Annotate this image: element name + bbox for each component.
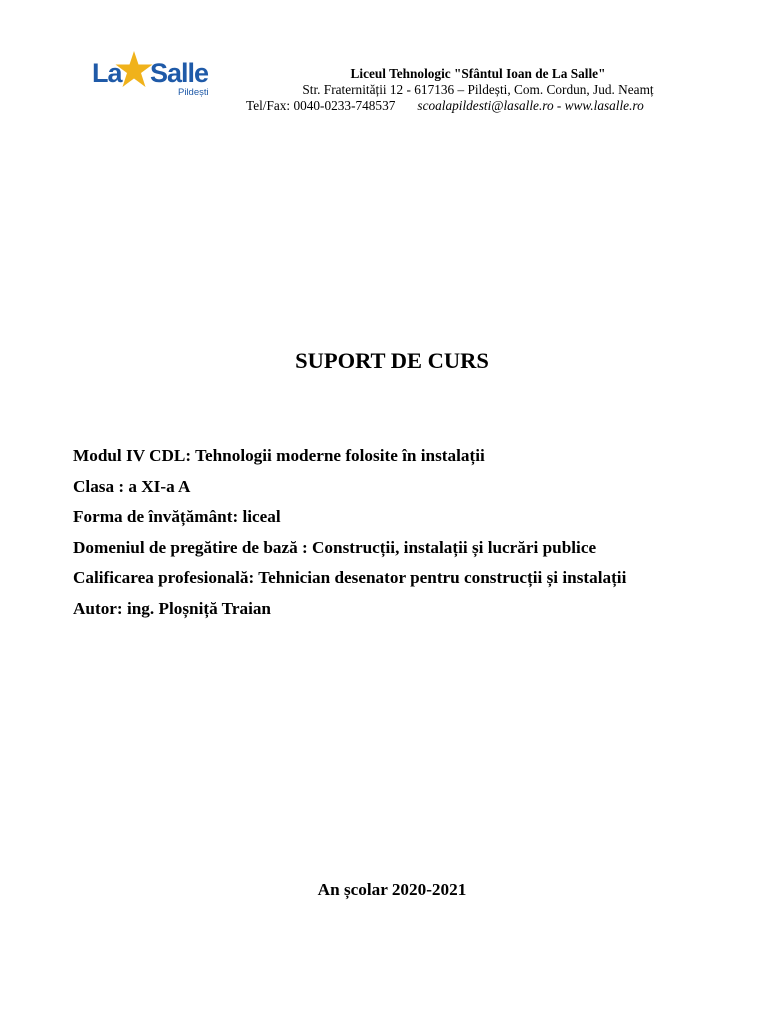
document-title: SUPORT DE CURS [295, 348, 489, 373]
star-icon [114, 50, 154, 90]
school-year: An școlar 2020-2021 [317, 880, 467, 899]
module-line: Modul IV CDL: Tehnologii moderne folosite în instalații [73, 446, 485, 465]
author-line: Autor: ing. Ploșniță Traian [73, 598, 271, 618]
logo-text-salle: Salle [150, 58, 209, 88]
school-address: Str. Fraternității 12 - 617136 – Pildești, Com. Cordun, Jud. Neamț [302, 82, 654, 97]
education-form-line: Forma de învățământ: liceal [73, 507, 281, 527]
school-email-web: scoalapildesti@lasalle.ro - www.lasalle.ro [417, 98, 644, 113]
la-salle-logo [88, 50, 212, 100]
logo-text-la: La [92, 58, 122, 88]
school-name: Liceul Tehnologic "Sfântul Ioan de La Salle" [350, 66, 606, 81]
logo-subtitle: Pildești [178, 87, 209, 98]
course-info [73, 446, 743, 630]
school-phone: Tel/Fax: 0040-0233-748537 [246, 98, 396, 113]
domain-line: Domeniul de pregătire de bază : Construcții, instalații și lucrări publice [73, 537, 597, 557]
school-header [220, 66, 736, 114]
qualification-line: Calificarea profesională: Tehnician desenator pentru construcții și instalații [73, 568, 627, 588]
class-line: Clasa : a XI-a A [73, 476, 191, 496]
school-contact [220, 98, 736, 114]
